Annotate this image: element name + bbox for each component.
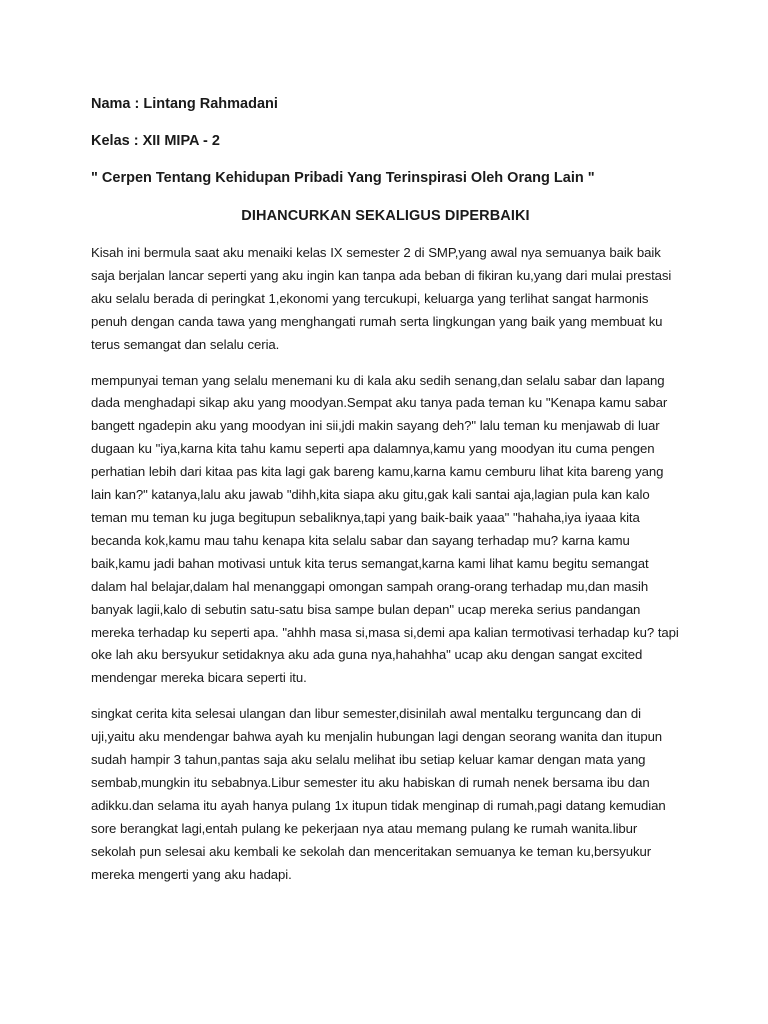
story-title: DIHANCURKAN SEKALIGUS DIPERBAIKI xyxy=(241,208,530,224)
story-paragraph-3: singkat cerita kita selesai ulangan dan libur semester,disinilah awal mentalku terguncang dan di uji,yaitu aku mendengar bahwa ayah ku menjalin hubungan lagi dengan seorang wanita dan itupun sudah hampir 3 tahun,pantas saja aku selalu melihat ibu setiap keluar kamar dengan mata yang sembab,mungkin itu sebabnya.Libur semester itu aku habiskan di rumah nenek bersama ibu dan adikku.dan selama itu ayah hanya pulang 1x itupun tidak menginap di rumah,pagi datang kemudian sore berangkat lagi,entah pulang ke pekerjaan nya atau memang pulang ke rumah wanita.libur sekolah pun selesai aku kembali ke sekolah dan menceritakan semuanya ke teman ku,bersyukur mereka mengerti yang aku hadapi. xyxy=(91,706,666,882)
story-paragraph-1: Kisah ini bermula saat aku menaiki kelas IX semester 2 di SMP,yang awal nya semuanya baik baik saja berjalan lancar seperti yang aku ingin kan tanpa ada beban di fikiran ku,yang dari mulai prestasi aku selalu berada di peringkat 1,ekonomi yang tercukupi, keluarga yang terlihat sangat harmonis penuh dengan canda tawa yang menghangati rumah serta lingkungan yang baik yang membuat ku terus semangat dan selalu ceria. xyxy=(91,245,672,352)
assignment-subtitle: " Cerpen Tentang Kehidupan Pribadi Yang Terinspirasi Oleh Orang Lain " xyxy=(91,170,595,186)
story-paragraph-2: mempunyai teman yang selalu menemani ku di kala aku sedih senang,dan selalu sabar dan lapang dada menghadapi sikap aku yang moodyan.Sempat aku tanya pada teman ku "Kenapa kamu sabar bangett ngadepin aku yang moodyan ini sii,jdi makin sayang deh?" lalu teman ku menjawab di luar dugaan ku "iya,karna kita tahu kamu seperti apa dalamnya,kamu yang moodyan itu cuma pengen perhatian lebih dari kitaa pas kita lagi gak bareng kamu,karna kamu cemburu lihat kita bareng yang lain kan?" katanya,lalu aku jawab "dihh,kita siapa aku gitu,gak kali santai aja,lagian pula kan kalo teman mu teman ku juga begitupun sebaliknya,tapi yang baik-baik yaaa" "hahaha,iya iyaaa kita becanda kok,kamu mau tahu kenapa kita selalu sabar dan sayang terhadap mu? karna kamu baik,kamu jadi bahan motivasi untuk kita terus semangat,karna kami lihat kamu begitu semangat dalam hal belajar,dalam hal menanggapi omongan sampah orang-orang terhadap mu,dan masih banyak lagii,kalo di sebutin satu-satu bisa sampe bulan depan" ucap mereka serius pandangan mereka terhadap ku seperti apa. "ahhh masa si,masa si,demi apa kalian termotivasi terhadap ku? tapi oke lah aku bersyukur setidaknya aku ada guna nya,hahahha" ucap aku dengan sangat excited mendengar mereka bicara seperti itu. xyxy=(91,372,679,686)
student-name: Nama : Lintang Rahmadani xyxy=(91,96,278,112)
student-class: Kelas : XII MIPA - 2 xyxy=(91,133,220,149)
